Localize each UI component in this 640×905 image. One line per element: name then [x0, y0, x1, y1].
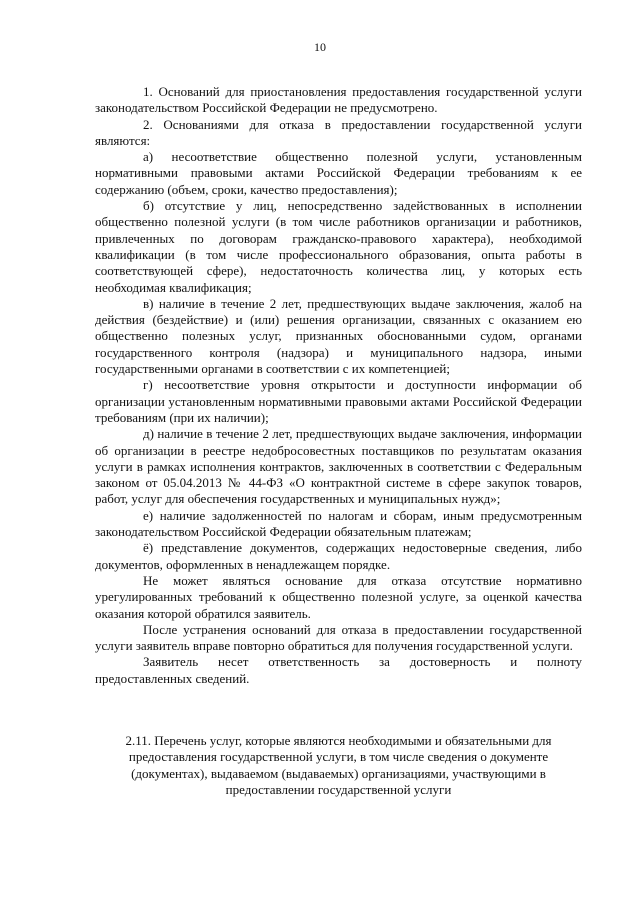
paragraph-no-refusal-basis: Не может являться основание для отказа отсутствие нормативно урегулированных требований к общественно полезной услуге, за оценкой качества оказания которой обратился заявитель. [95, 572, 582, 621]
document-body [95, 84, 582, 687]
paragraph-responsibility: Заявитель несет ответственность за достоверность и полноту предоставленных сведений. [95, 654, 582, 686]
paragraph-2: 2. Основаниями для отказа в предоставлении государственной услуги являются: [95, 116, 582, 148]
paragraph-yo: ё) представление документов, содержащих недостоверные сведения, либо документов, оформленных в ненадлежащем порядке. [95, 540, 582, 572]
heading-line-1: 2.11. Перечень услуг, которые являются необходимыми и обязательными для [125, 733, 552, 748]
heading-line-2: предоставления государственной услуги, в том числе сведения о документе [128, 749, 549, 765]
paragraph-v: в) наличие в течение 2 лет, предшествующих выдаче заключения, жалоб на действия (бездействие) и (или) решения организации, связанных с оказанием ею общественно полезных услуг, признанных обоснованными судом, органами государственного контроля (надзора) и муниципального надзора, иными государственными органами в соответствии с их компетенцией; [95, 295, 582, 377]
paragraph-reapply: После устранения оснований для отказа в предоставлении государственной услуги заявитель вправе повторно обратиться для получения государственной услуги. [95, 621, 582, 654]
heading-line-3: (документах), выдаваемом (выдаваемых) организациями, участвующими в [131, 765, 546, 781]
heading-line-4: предоставлении государственной услуги [225, 781, 452, 797]
paragraph-e: е) наличие задолженностей по налогам и сборам, иным предусмотренным законодательством Российской Федерации обязательным платежам; [95, 507, 582, 540]
paragraph-1: 1. Оснований для приостановления предоставления государственной услуги законодательством Российской Федерации не предусмотрено. [95, 84, 582, 116]
paragraph-a: а) несоответствие общественно полезной услуги, установленным нормативными правовыми актами Российской Федерации требованиям к ее содержанию (объем, сроки, качество предоставления); [95, 149, 582, 197]
page-number: 10 [314, 40, 326, 54]
section-heading-2-11 [95, 733, 582, 798]
paragraph-d: д) наличие в течение 2 лет, предшествующих выдаче заключения, информации об организации в реестре недобросовестных поставщиков по результатам оказания услуги в рамках исполнения контрактов, заключенных в соответствии с Федеральным законом от 05.04.2013 № 44-ФЗ «О контрактной системе в сфере закупок товаров, работ, услуг для обеспечения государственных и муниципальных нужд»; [95, 426, 582, 507]
paragraph-b: б) отсутствие у лиц, непосредственно задействованных в исполнении общественно полезной услуги (в том числе работников организации и работников, привлеченных по договорам гражданско-правового характера), необходимой квалификации (в том числе профессионального образования, опыта работы в соответствующей сфере), недостаточность количества лиц, у которых есть необходимая квалификация; [95, 198, 582, 295]
paragraph-g: г) несоответствие уровня открытости и доступности информации об организации установленным нормативными правовыми актами Российской Федерации требованиям (при их наличии); [95, 377, 582, 425]
